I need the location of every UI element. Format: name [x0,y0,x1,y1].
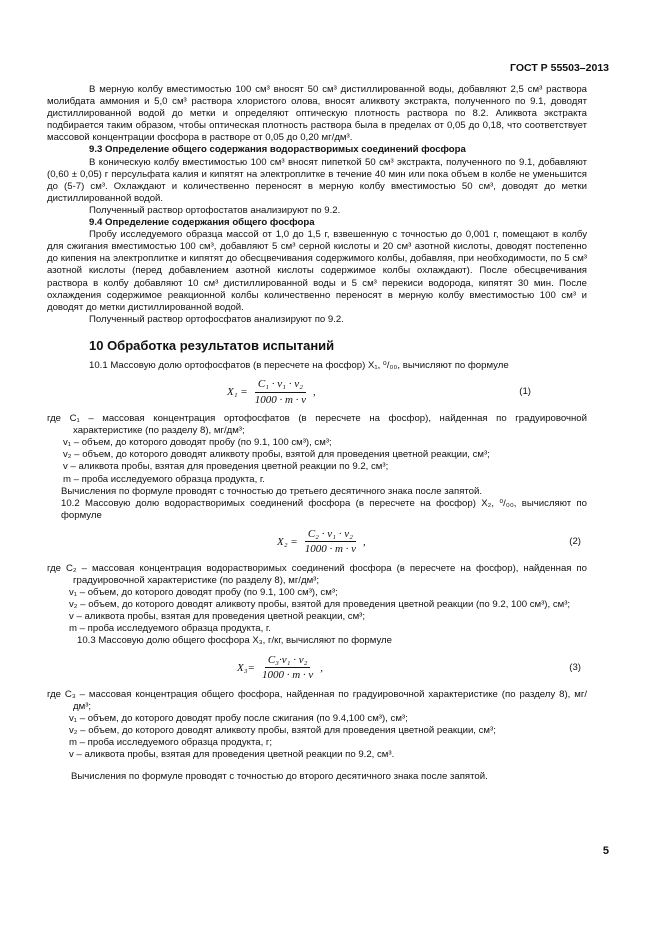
variable-definition: v₁ – объем, до которого доводят пробу (по 9.1, 100 см³), см³; [69,587,338,599]
variable-definition: v₂ – объем, до которого доводят аликвоту пробы, взятой для проведения цветной реакции, см³; [69,724,496,736]
formula-fraction [252,378,309,405]
formula-tail: , [313,386,316,399]
formula-numerator: C₁ · v₁ · v₂ [255,378,306,392]
formula-lhs: X₃= [237,661,255,674]
variable-definition: где C₃ – массовая концентрация общего фосфора, найденная по градуировочной характеристике (по разделу 8), мг/дм³; [47,688,587,712]
paragraph: Полученный раствор ортофосфатов анализируют по 9.2. [89,313,344,325]
formula-number: (3) [569,661,581,673]
paragraph: Вычисления по формуле проводят с точностью до третьего десятичного знака после запятой. [61,485,483,497]
variable-definition: v₁ – объем, до которого доводят пробу (по 9.1, 100 см³), см³; [63,437,332,449]
page-body [47,84,587,783]
formula-fraction [302,528,359,555]
variable-definition: v₂ – объем, до которого доводят аликвоту пробы, взятой для проведения цветной реакции, см³; [63,449,490,461]
formula-lhs: X₁ = [227,386,248,399]
variable-definition: v – аликвота пробы, взятая для проведения цветной реакции по 9.2, см³. [69,749,395,761]
variable-definition: v₁ – объем, до которого доводят пробу после сжигания (по 9.4,100 см³), см³; [69,712,408,724]
formula-tail: , [320,661,324,674]
formula-denominator: 1000 · m · v [254,393,307,406]
formula-lhs: X₂ = [277,535,298,548]
formula-1 [47,375,587,409]
formula-number: (1) [519,386,531,398]
formula-denominator: 1000 · m · v [304,543,357,556]
variable-definition: m – проба исследуемого образца продукта, г; [69,736,273,748]
variable-definition: m – проба исследуемого образца продукта, г. [63,473,265,485]
formula-3 [47,651,587,685]
formula-numerator: C₂ · v₁ · v₂ [305,528,356,542]
paragraph: 10.1 Массовую долю ортофосфатов (в пересчете на фосфор) X₁, ⁰/₀₀, вычисляют по формуле [89,359,509,371]
page-number: 5 [602,845,609,857]
paragraph: В мерную колбу вместимостью 100 см³ вносят 50 см³ дистиллированной воды, добавляют 2,5 см³ раствора молибдата аммония и 5,0 см³ раствора хлористого олова, вносят аликвоту экстракта, полученного по 9.1, доводят дистиллированной водой до метки и определяют оптическую плотность раствора по 8.2. Аликвота экстракта подбирается таким образом, чтобы оптическая плотность раствора была в пределах от 0,05 до 0,18, что соответствует массовой концентрации фосфора в растворе от 0,05 до 0,20 мг/дм³. [47,84,587,144]
paragraph: 10.2 Массовую долю водорастворимых соединений фосфора (в пересчете на фосфор) X₂, ⁰/₀₀, вычисляют по формуле [61,497,587,521]
formula-numerator: C₃·v₁ · v₂ [265,654,311,668]
paragraph: В коническую колбу вместимостью 100 см³ вносят пипеткой 50 см³ экстракта, полученного по 9.1, добавляют (0,60 ± 0,05) г персульфата калия и кипятят на электроплитке в течение 40 мин или пока объем в колбе не уменьшится до (5-7) см³. Охлаждают и количественно переносят в мерную колбу вместимостью 50 см³, доводят до метки дистиллированной водой. [47,156,587,204]
formula-2 [47,525,587,559]
variable-definition: m – проба исследуемого образца продукта, г. [69,623,271,635]
document-header: ГОСТ Р 55503–2013 [510,62,609,74]
variable-definition: где C₂ – массовая концентрация водорастворимых соединений фосфора (в пересчете на фосфор), найденная по градуировочной характеристике (по разделу 8), мг/дм³; [47,562,587,586]
formula-denominator: 1000 · m · v [261,669,314,682]
variable-definition: где C₁ – массовая концентрация ортофосфатов (в пересчете на фосфор), найденная по градуировочной характеристике (по разделу 8), мг/дм³; [47,413,587,437]
formula-number: (2) [569,535,581,547]
section-heading: 9.3 Определение общего содержания водорастворимых соединений фосфора [89,144,466,156]
variable-definition: v – аликвота пробы, взятая для проведения цветной реакции, см³; [69,611,366,623]
paragraph: 10.3 Массовую долю общего фосфора X₃, г/кг, вычисляют по формуле [77,635,392,647]
formula-tail: , [363,535,366,548]
variable-definition: v₂ – объем, до которого доводят аликвоту пробы, взятой для проведения цветной реакции (по 9.2, 100 см³), см³; [69,599,571,611]
section-heading: 9.4 Определение содержания общего фосфора [89,217,315,229]
paragraph: Полученный раствор ортофостатов анализируют по 9.2. [89,204,341,216]
variable-definition: v – аликвота пробы, взятая для проведения цветной реакции по 9.2, см³; [63,461,389,473]
section-title: 10 Обработка результатов испытаний [89,337,335,353]
paragraph: Пробу исследуемого образца массой от 1,0 до 1,5 г, взвешенную с точностью до 0,001 г, помещают в колбу для сжигания вместимостью 100 см³, добавляют 5 см³ серной кислоты и 20 см³ азотной кислоты, доводят постепенно до кипения на электроплитке и кипятят до обесцвечивания содержимого колбы, добавляя, при необходимости, по 5 см³ азотной кислоты (перед добавлением азотной кислоты содержимое колбы охлаждают). После обесцвечивания раствора в колбу добавляют 10 см³ дистиллированной воды и 5 см³ перекиси водорода, кипятят 30 мин. После охлаждения содержимое реакционной колбы количественно переносят в мерную колбу вместимостью 100 см³ и доводят до метки дистиллированной водой. [47,229,587,313]
paragraph: Вычисления по формуле проводят с точностью до второго десятичного знака после запятой. [71,771,488,783]
formula-fraction [259,654,316,681]
